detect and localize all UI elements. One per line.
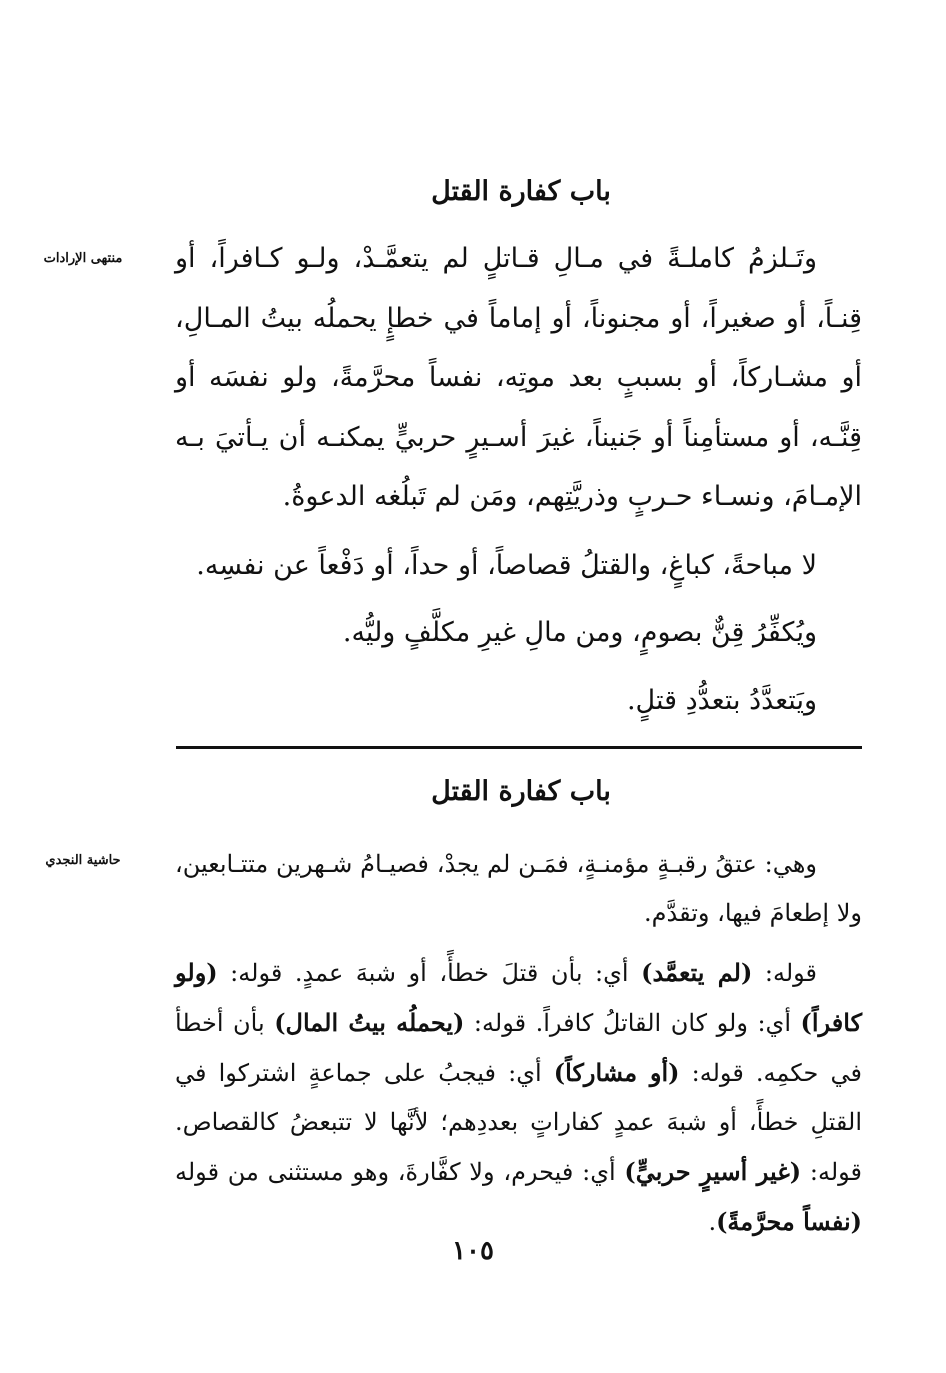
page-number: ١٠٥ <box>452 1236 494 1266</box>
hashiya-text: أي: فيجبُ على جماعةٍ اشتركوا في القتلِ خطأً، أو شبهَ عمدٍ كفاراتٍ بعددِهم؛ لأنَّها لا تتبعضُ كالقصاص. قوله: <box>175 1059 863 1186</box>
hashiya-paragraph-1: وهي: عتقُ رقبـةٍ مؤمنـةٍ، فمَـن لم يجدْ، فصيـامُ شـهرين متتـابعين، ولا إطعامَ فيها، وتقدَّم. <box>175 850 862 927</box>
section-title-top: باب كفارة القتل <box>431 176 611 207</box>
matn-line-3: ويُكفِّرُ قِنٌّ بصومٍ، ومن مالِ غيرِ مكلَّفٍ وليُّه. <box>342 617 817 648</box>
quoted-term: (ولو كافراً) <box>175 958 862 1037</box>
hashiya-text: بأن أخطأ في حكمِه. قوله: <box>175 1009 862 1087</box>
quoted-term: (نفساً محرَّمةً) <box>716 1207 862 1236</box>
matn-line-4: ويَتعدَّدُ بتعدُّدِ قتلٍ. <box>626 684 817 716</box>
matn-line-2: لا مباحةً، كباغٍ، والقتلُ قصاصاً، أو حداً، أو دَفْعاً عن نفسِه. <box>196 549 817 581</box>
hashiya-paragraph-2 <box>175 938 862 1247</box>
hashiya-text: أي: بأن قتلَ خطأً، أو شبهَ عمدٍ. قوله: <box>217 959 642 987</box>
quoted-term: (غير أسيرٍ حربيٍّ) <box>624 1157 802 1186</box>
hashiya-text: أي: ولو كان القاتلُ كافراً. قوله: <box>464 1009 801 1037</box>
side-label-najdi: حاشية النجدي <box>45 853 121 868</box>
side-label-muntaha: منتهى الإرادات <box>43 251 123 266</box>
quoted-term: (أو مشاركاً) <box>553 1058 680 1087</box>
matn-paragraph: وتَـلزمُ كاملـةً في مـالِ قـاتلٍ لم يتعمَّـدْ، ولـو كـافراً، أو قِنـاً، أو صغيراً، أو مجنوناً، أو إماماً في خطإٍ يحملُه بيتُ المـالِ، أو مشـاركاً، أو بسببٍ بعد موتِه، نفساً محرَّمةً، ولو نفسَه أو قِنَّـه، أو مستأمِناً أو جَنيناً، غيرَ أسـيرٍ حربيٍّ يمكنـه أن يـأتيَ بـه الإمـامَ، ونسـاء حـربٍ وذريَّتِهم، ومَن لم تَبلُغه الدعوةُ. <box>175 243 862 512</box>
section-divider <box>176 746 862 749</box>
section-title-bottom: باب كفارة القتل <box>431 776 611 807</box>
hashiya-text: . <box>708 1208 717 1236</box>
quoted-term: (يحملُه بيتُ المال) <box>274 1008 465 1037</box>
hashiya-text-block <box>175 840 862 1247</box>
matn-text-block <box>175 229 862 738</box>
hashiya-text: أي: فيحرم، ولا كفَّارةَ، وهو مستثنى من قوله <box>175 1158 625 1186</box>
quoted-term: (لم يتعمَّد) <box>641 958 753 987</box>
hashiya-text: قوله: <box>752 959 818 987</box>
